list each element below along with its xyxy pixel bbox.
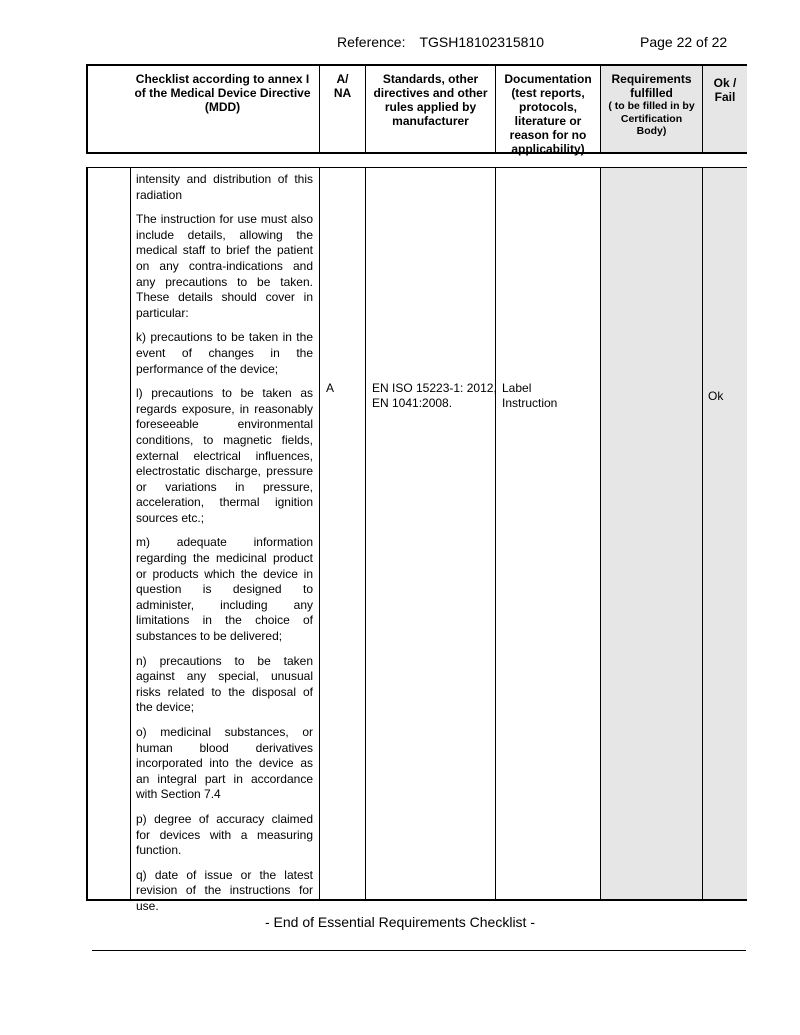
column-documentation xyxy=(495,168,600,899)
end-of-checklist-note: - End of Essential Requirements Checklist - xyxy=(265,914,535,930)
documentation-value xyxy=(502,381,557,410)
header-requirements-note-line: Certification xyxy=(620,112,683,125)
header-documentation-line: literature or xyxy=(514,114,582,128)
header-standards-line: directives and other xyxy=(373,86,488,100)
reference-label: Reference: xyxy=(337,34,406,50)
ok-fail-value: Ok xyxy=(708,389,724,403)
standards-line: EN ISO 15223-1: 2012, xyxy=(372,381,497,395)
header-a-na-line: A/ xyxy=(336,72,349,86)
requirement-paragraph: n) precautions to be taken against any special, unusual risks related to the disposal of the device; xyxy=(136,653,313,715)
header-ok-fail-line: Fail xyxy=(714,90,736,104)
header-standards xyxy=(365,66,495,152)
column-ok-fail xyxy=(702,168,747,899)
a-na-value: A xyxy=(326,381,335,395)
header-checklist-line: of the Medical Device Directive xyxy=(134,86,311,100)
header-a-na xyxy=(319,66,365,152)
header-documentation-line: (test reports, xyxy=(511,86,585,100)
header-documentation-line: reason for no xyxy=(509,128,587,142)
header-requirements xyxy=(600,66,702,152)
header-requirements-note-line: Body) xyxy=(636,125,667,137)
standards-line: EN 1041:2008. xyxy=(372,395,453,410)
header-documentation xyxy=(495,66,600,156)
checklist-table xyxy=(86,167,747,913)
requirement-paragraph: The instruction for use must also include details, allowing the medical staff to brief the patient on any contra-indications and any precautions to be taken. These details should cover in particular: xyxy=(136,212,313,320)
header-standards-line: rules applied by xyxy=(384,100,477,114)
column-requirements xyxy=(600,168,702,899)
column-standards xyxy=(365,168,495,899)
column-divider xyxy=(130,168,131,899)
header-a-na-line: NA xyxy=(333,86,352,100)
header-standards-line: manufacturer xyxy=(392,114,469,128)
header-checklist-line: Checklist according to annex I xyxy=(135,72,310,86)
header-ok-fail xyxy=(702,66,747,152)
requirement-paragraph: q) date of issue or the latest revision of the instructions for use. xyxy=(136,867,313,913)
requirement-paragraph: m) adequate information regarding the medicinal product or products which the device in question is designed to administer, including any limitations in the choice of substances to be delivered; xyxy=(136,535,313,644)
page-number: Page 22 of 22 xyxy=(640,34,728,50)
header-documentation-line: Documentation xyxy=(504,72,592,86)
column-a-na xyxy=(319,168,365,899)
header-requirements-note-line: ( to be filled in by xyxy=(608,100,695,112)
requirement-text xyxy=(136,172,313,924)
documentation-line: Label xyxy=(502,381,532,395)
header-ok-fail-line: Ok / xyxy=(713,76,737,90)
table-header xyxy=(86,64,747,154)
requirement-paragraph: l) precautions to be taken as regards exposure, in reasonably foreseeable environmental conditions, to magnetic fields, external electrical influences, electrostatic discharge, pressure or variations in pressure, acceleration, thermal ignition sources etc.; xyxy=(136,386,313,525)
requirement-paragraph: intensity and distribution of this radiation xyxy=(136,172,313,202)
header-documentation-line: applicability) xyxy=(511,142,585,156)
header-checklist xyxy=(130,66,315,152)
requirement-paragraph: o) medicinal substances, or human blood derivatives incorporated into the device as an integral part in accordance with Section 7.4 xyxy=(136,725,313,802)
header-documentation-line: protocols, xyxy=(518,100,577,114)
requirement-paragraph: k) precautions to be taken in the event of changes in the performance of the device; xyxy=(136,330,313,376)
header-requirements-line: Requirements xyxy=(611,72,692,86)
reference xyxy=(337,34,544,50)
header-standards-line: Standards, other xyxy=(382,72,479,86)
footer-rule xyxy=(92,950,746,951)
reference-value: TGSH18102315810 xyxy=(419,34,545,50)
documentation-line: Instruction xyxy=(502,395,558,410)
header-requirements-line: fulfilled xyxy=(630,86,673,100)
header-checklist-line: (MDD) xyxy=(204,100,241,114)
requirement-paragraph: p) degree of accuracy claimed for devices with a measuring function. xyxy=(136,811,313,858)
standards-value xyxy=(372,381,497,410)
